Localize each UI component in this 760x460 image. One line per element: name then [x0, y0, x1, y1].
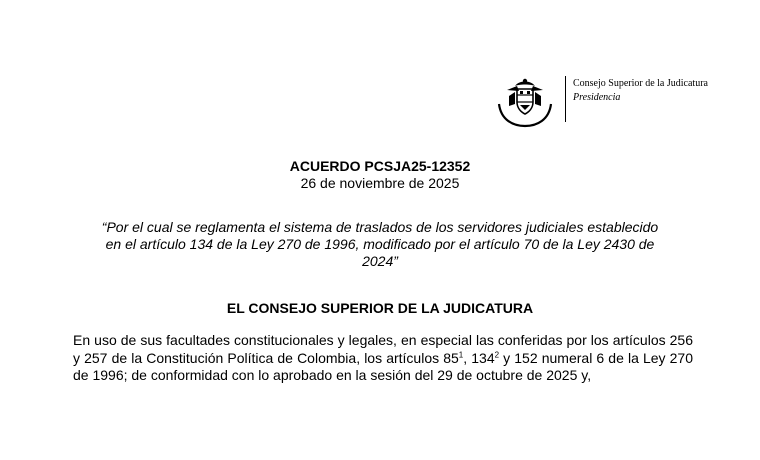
institution-office: Presidencia [573, 92, 621, 103]
institution-block [573, 77, 708, 105]
document-title: ACUERDO PCSJA25-12352 [289, 158, 471, 174]
letterhead [493, 74, 743, 130]
intro-text-3: y 152 numeral 6 de la Ley 270 de 1996; de conformidad con lo aprobado en la sesión del 29 de octubre de 2025 y, [73, 349, 694, 383]
intro-text-2: , 134 [463, 349, 495, 366]
issuer-heading: EL CONSEJO SUPERIOR DE LA JUDICATURA [226, 300, 534, 316]
institution-name: Consejo Superior de la Judicatura [573, 78, 708, 89]
document-heading [0, 158, 760, 192]
document-date: 26 de noviembre de 2025 [300, 175, 460, 191]
header-divider [565, 76, 566, 122]
intro-paragraph [73, 332, 693, 385]
colombia-coat-of-arms-icon [493, 74, 557, 130]
intro-text-1: En uso de sus facultades constitucionales y legales, en especial las conferidas por los artículos 256 y 257 de la Constitución Política de Colombia, los artículos 85 [73, 332, 693, 366]
footnote-ref-2[interactable]: 2 [494, 349, 500, 359]
footnote-ref-1[interactable]: 1 [458, 349, 464, 359]
document-subject: “Por el cual se reglamenta el sistema de traslados de los servidores judiciales establecido en el artículo 134 de la Ley 270 de 1996, modificado por el artículo 70 de la Ley 2430 de 2024” [101, 219, 659, 269]
